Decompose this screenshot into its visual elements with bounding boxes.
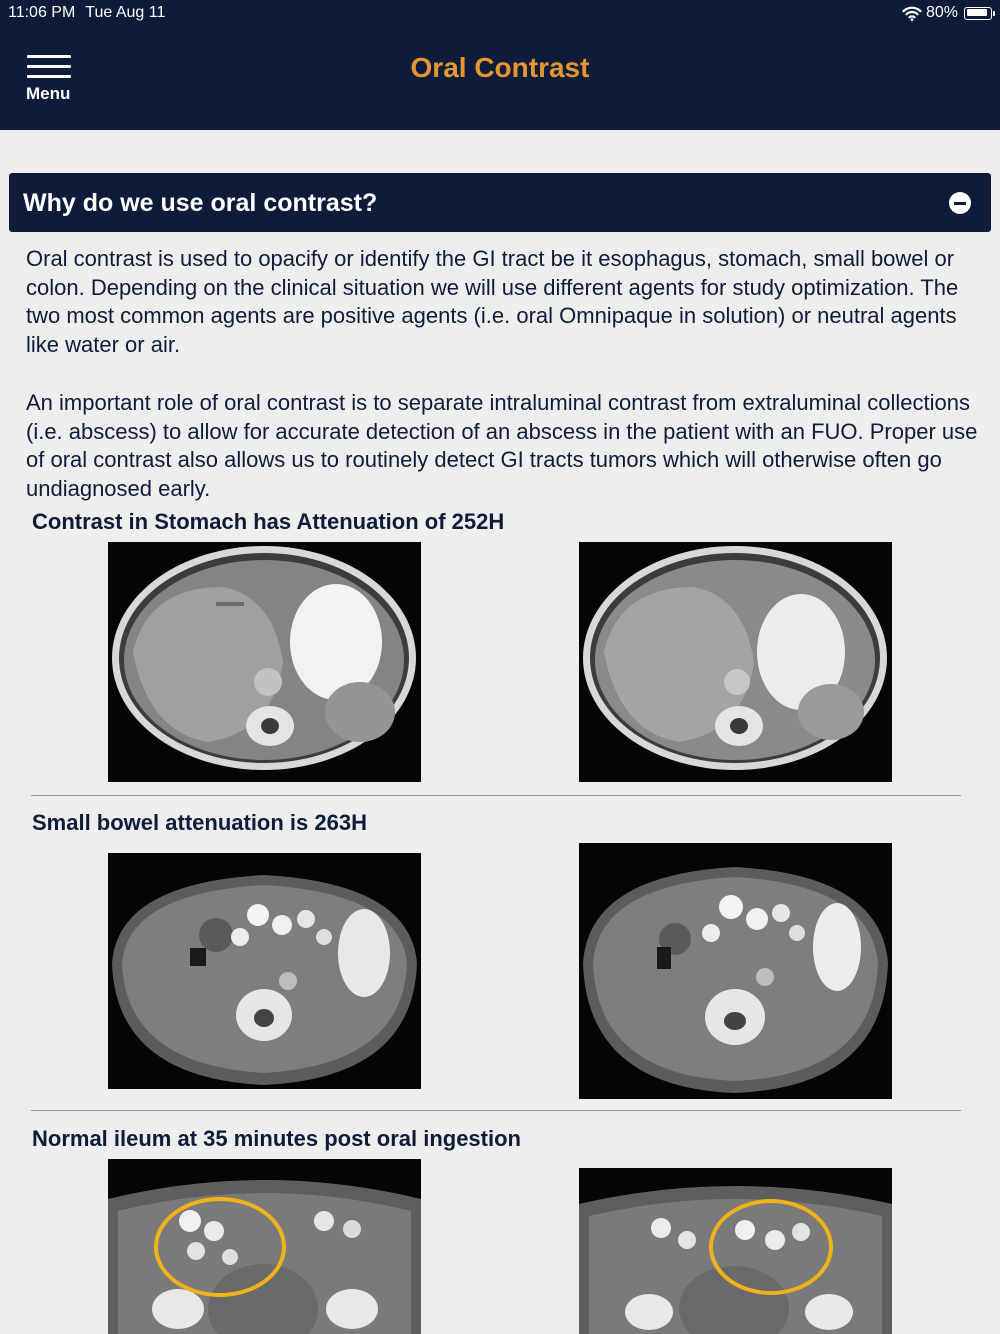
menu-label: Menu (26, 84, 71, 103)
status-indicators (902, 4, 992, 22)
status-date: Tue Aug 11 (85, 4, 166, 21)
figure-divider (31, 795, 961, 796)
wifi-icon (902, 5, 922, 21)
section-title: Why do we use oral contrast? (23, 189, 378, 217)
status-time (8, 4, 165, 22)
ct-image-ileum-left (108, 1159, 421, 1334)
body-paragraph: An important role of oral contrast is to separate intraluminal contrast from extraluminal collections (i.e. abscess) to allow for accurate detection of an abscess in the patient with an FUO. Proper use of oral contrast also allows us to routinely detect GI tracts tumors which will otherwise often go undiagnosed early. (26, 390, 978, 501)
figure-divider (31, 1110, 961, 1111)
battery-percent: 80% (925, 4, 958, 21)
body-paragraph: Oral contrast is used to opacify or identify the GI tract be it esophagus, stomach, small bowel or colon. Depending on the clinical situation we will use different agents for study optimization. The two most common agents are positive agents (i.e. oral Omnipaque in solution) or neutral agents like water or air. (26, 246, 959, 357)
ct-image-small-bowel-right (579, 843, 892, 1099)
status-clock: 11:06 PM (8, 4, 76, 21)
battery-icon (964, 7, 992, 20)
ct-image-stomach-left (108, 542, 421, 782)
top-bar (0, 0, 1000, 130)
figure-caption: Small bowel attenuation is 263H (32, 810, 367, 835)
section-header-why-oral-contrast[interactable] (9, 173, 991, 232)
figure-caption: Normal ileum at 35 minutes post oral ingestion (32, 1126, 521, 1151)
ct-image-ileum-right (579, 1168, 892, 1334)
collapse-icon[interactable] (949, 192, 971, 214)
figure-caption: Contrast in Stomach has Attenuation of 252H (32, 509, 505, 534)
ct-image-small-bowel-left (108, 853, 421, 1089)
ct-image-stomach-right (579, 542, 892, 782)
page-title: Oral Contrast (410, 52, 590, 83)
